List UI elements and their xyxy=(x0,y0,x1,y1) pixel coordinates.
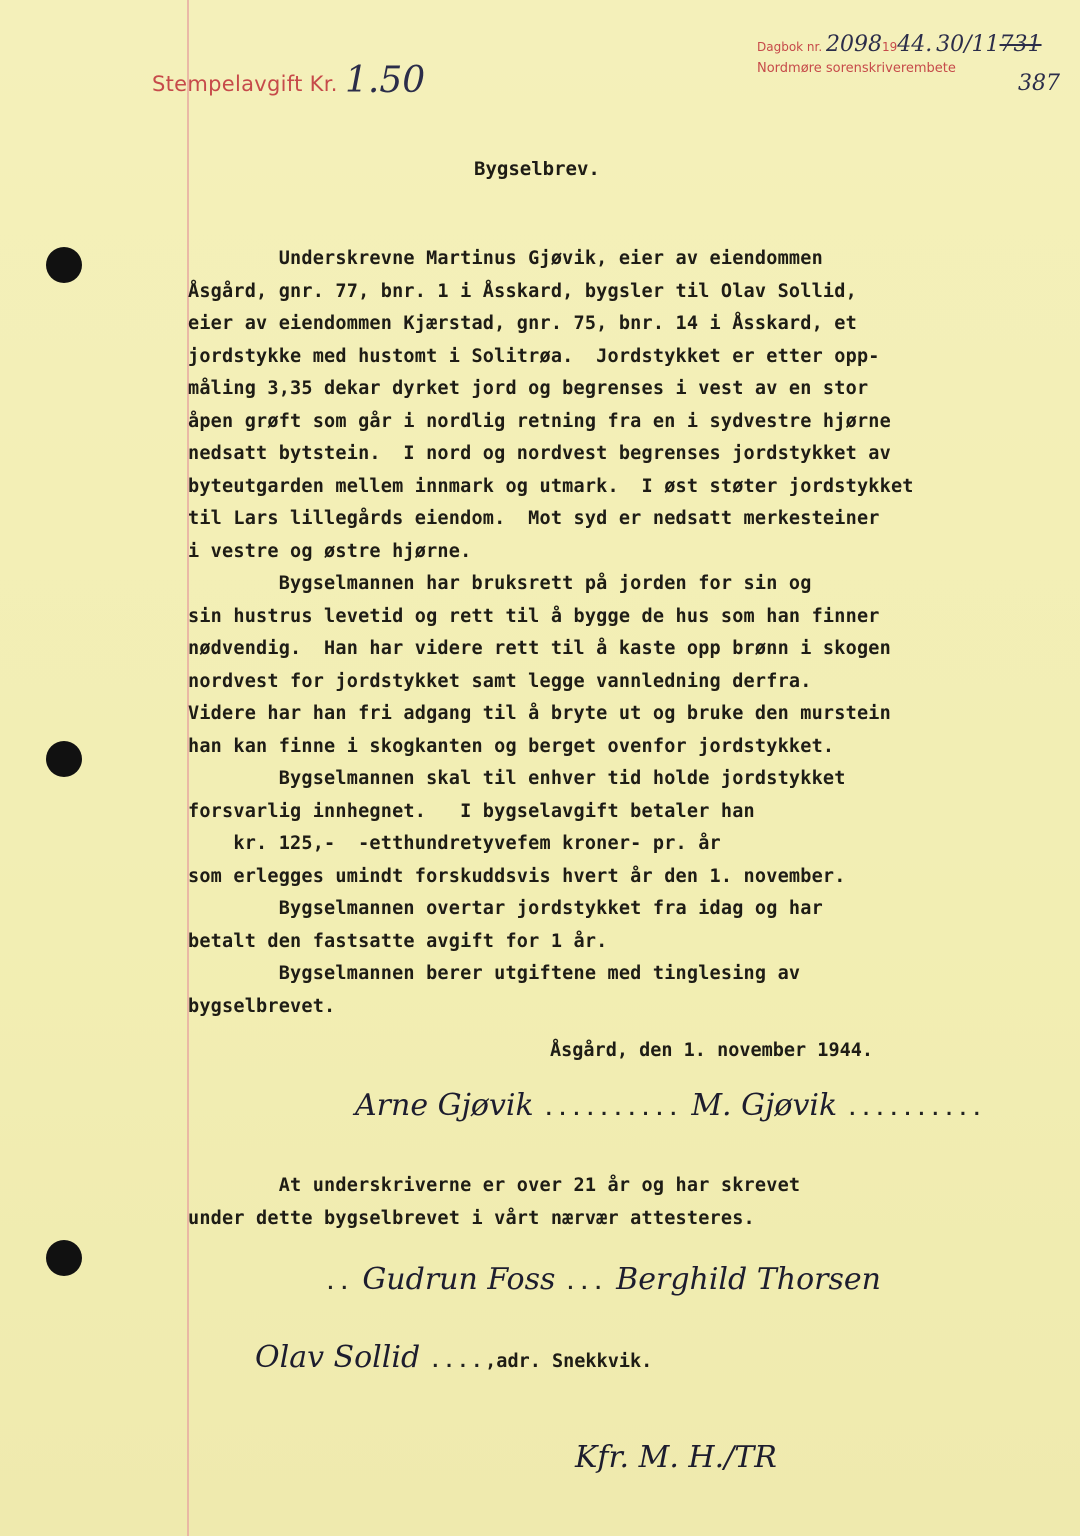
body-text-line: eier av eiendommen Kjærstad, gnr. 75, bnr. 14 i Åsskard, et xyxy=(188,313,857,334)
owner-signature-row: Arne Gjøvik .......... M. Gjøvik .......... xyxy=(355,1088,986,1123)
body-text-line: Bygselmannen har bruksrett på jorden for sin og xyxy=(188,573,812,594)
tenant-signature-row: Olav Sollid ....,adr. Snekkvik. xyxy=(255,1340,653,1375)
body-text-line: Bygselmannen overtar jordstykket fra idag og har xyxy=(188,898,823,919)
journal-label: Dagbok nr. xyxy=(757,40,823,54)
body-text-line: Bygselmannen skal til enhver tid holde jordstykket xyxy=(188,768,846,789)
witness-signature-row: .. Gudrun Foss ... Berghild Thorsen xyxy=(325,1262,881,1297)
punch-hole-bottom xyxy=(46,1240,82,1276)
body-text-line: kr. 125,- -etthundretyvefem kroner- pr. år xyxy=(188,833,721,854)
attestation-line: At underskriverne er over 21 år og har skrevet xyxy=(188,1175,801,1196)
punch-hole-middle xyxy=(46,741,82,777)
body-text-line: jordstykke med hustomt i Solitrøa. Jordstykket er etter opp- xyxy=(188,345,880,367)
body-text-line: nedsatt bytstein. I nord og nordvest begrenses jordstykket av xyxy=(188,443,891,464)
year-suffix: 44. xyxy=(897,32,933,57)
body-text-line: byteutgarden mellem innmark og utmark. I øst støter jordstykket xyxy=(188,475,914,497)
journal-number-line xyxy=(757,32,1042,57)
body-text-line: måling 3,35 dekar dyrket jord og begrenses i vest av en stor xyxy=(188,378,869,399)
registration-date: 30/11 xyxy=(936,32,1000,57)
body-text-line: Bygselmannen berer utgiftene med tinglesing av xyxy=(188,963,801,984)
folio-number: 387 xyxy=(1018,71,1060,96)
body-text-line: åpen grøft som går i nordlig retning fra en i sydvestre hjørne xyxy=(188,410,891,432)
year-prefix: 19 xyxy=(882,40,898,54)
body-text-line: forsvarlig innhegnet. I bygselavgift betaler han xyxy=(188,800,755,822)
attestation-line: under dette bygselbrevet i vårt nærvær attesteres. xyxy=(188,1207,755,1229)
body-text-line: Videre har han fri adgang til å bryte ut og bruke den murstein xyxy=(188,703,891,724)
body-text-line: han kan finne i skogkanten og berget ovenfor jordstykket. xyxy=(188,735,835,757)
stamp-fee-amount: 1.50 xyxy=(345,60,426,101)
owner-signature-2: M. Gjøvik xyxy=(691,1088,838,1123)
body-text-line: sin hustrus levetid og rett til å bygge de hus som han finner xyxy=(188,605,880,627)
punch-hole-top xyxy=(46,247,82,283)
witness-signature-1: Gudrun Foss xyxy=(362,1262,556,1297)
date-place: Åsgård, den 1. november 1944. xyxy=(550,1040,874,1061)
body-text-line: som erlegges umindt forskuddsvis hvert år den 1. november. xyxy=(188,865,846,887)
body-text-line: nødvendig. Han har videre rett til å kaste opp brønn i skogen xyxy=(188,638,891,659)
body-text-line: Underskrevne Martinus Gjøvik, eier av eiendommen xyxy=(188,248,823,269)
office-name: Nordmøre sorenskriverembete xyxy=(757,61,956,76)
tenant-address: ,adr. Snekkvik. xyxy=(485,1351,653,1372)
attestation-text xyxy=(188,1170,1038,1235)
stamp-fee-label: Stempelavgift Kr. xyxy=(152,72,338,96)
journal-number: 2098 xyxy=(826,32,883,57)
body-text-line: Åsgård, gnr. 77, bnr. 1 i Åsskard, bygsler til Olav Sollid, xyxy=(188,280,857,302)
body-text-line: nordvest for jordstykket samt legge vannledning derfra. xyxy=(188,670,812,692)
body-text-line: betalt den fastsatte avgift for 1 år. xyxy=(188,930,608,952)
body-text-line: til Lars lillegårds eiendom. Mot syd er nedsatt merkesteiner xyxy=(188,508,880,529)
body-text-line: bygselbrevet. xyxy=(188,995,336,1017)
owner-signature-1: Arne Gjøvik xyxy=(355,1088,534,1123)
body-text-line: i vestre og østre hjørne. xyxy=(188,540,472,562)
registry-annotation: Kfr. M. H./TR xyxy=(575,1440,777,1475)
tenant-signature: Olav Sollid xyxy=(255,1340,421,1375)
document-title: Bygselbrev. xyxy=(474,158,600,180)
struck-folio: 731 xyxy=(999,32,1042,57)
witness-signature-2: Berghild Thorsen xyxy=(616,1262,881,1297)
body-text xyxy=(188,243,1038,1023)
